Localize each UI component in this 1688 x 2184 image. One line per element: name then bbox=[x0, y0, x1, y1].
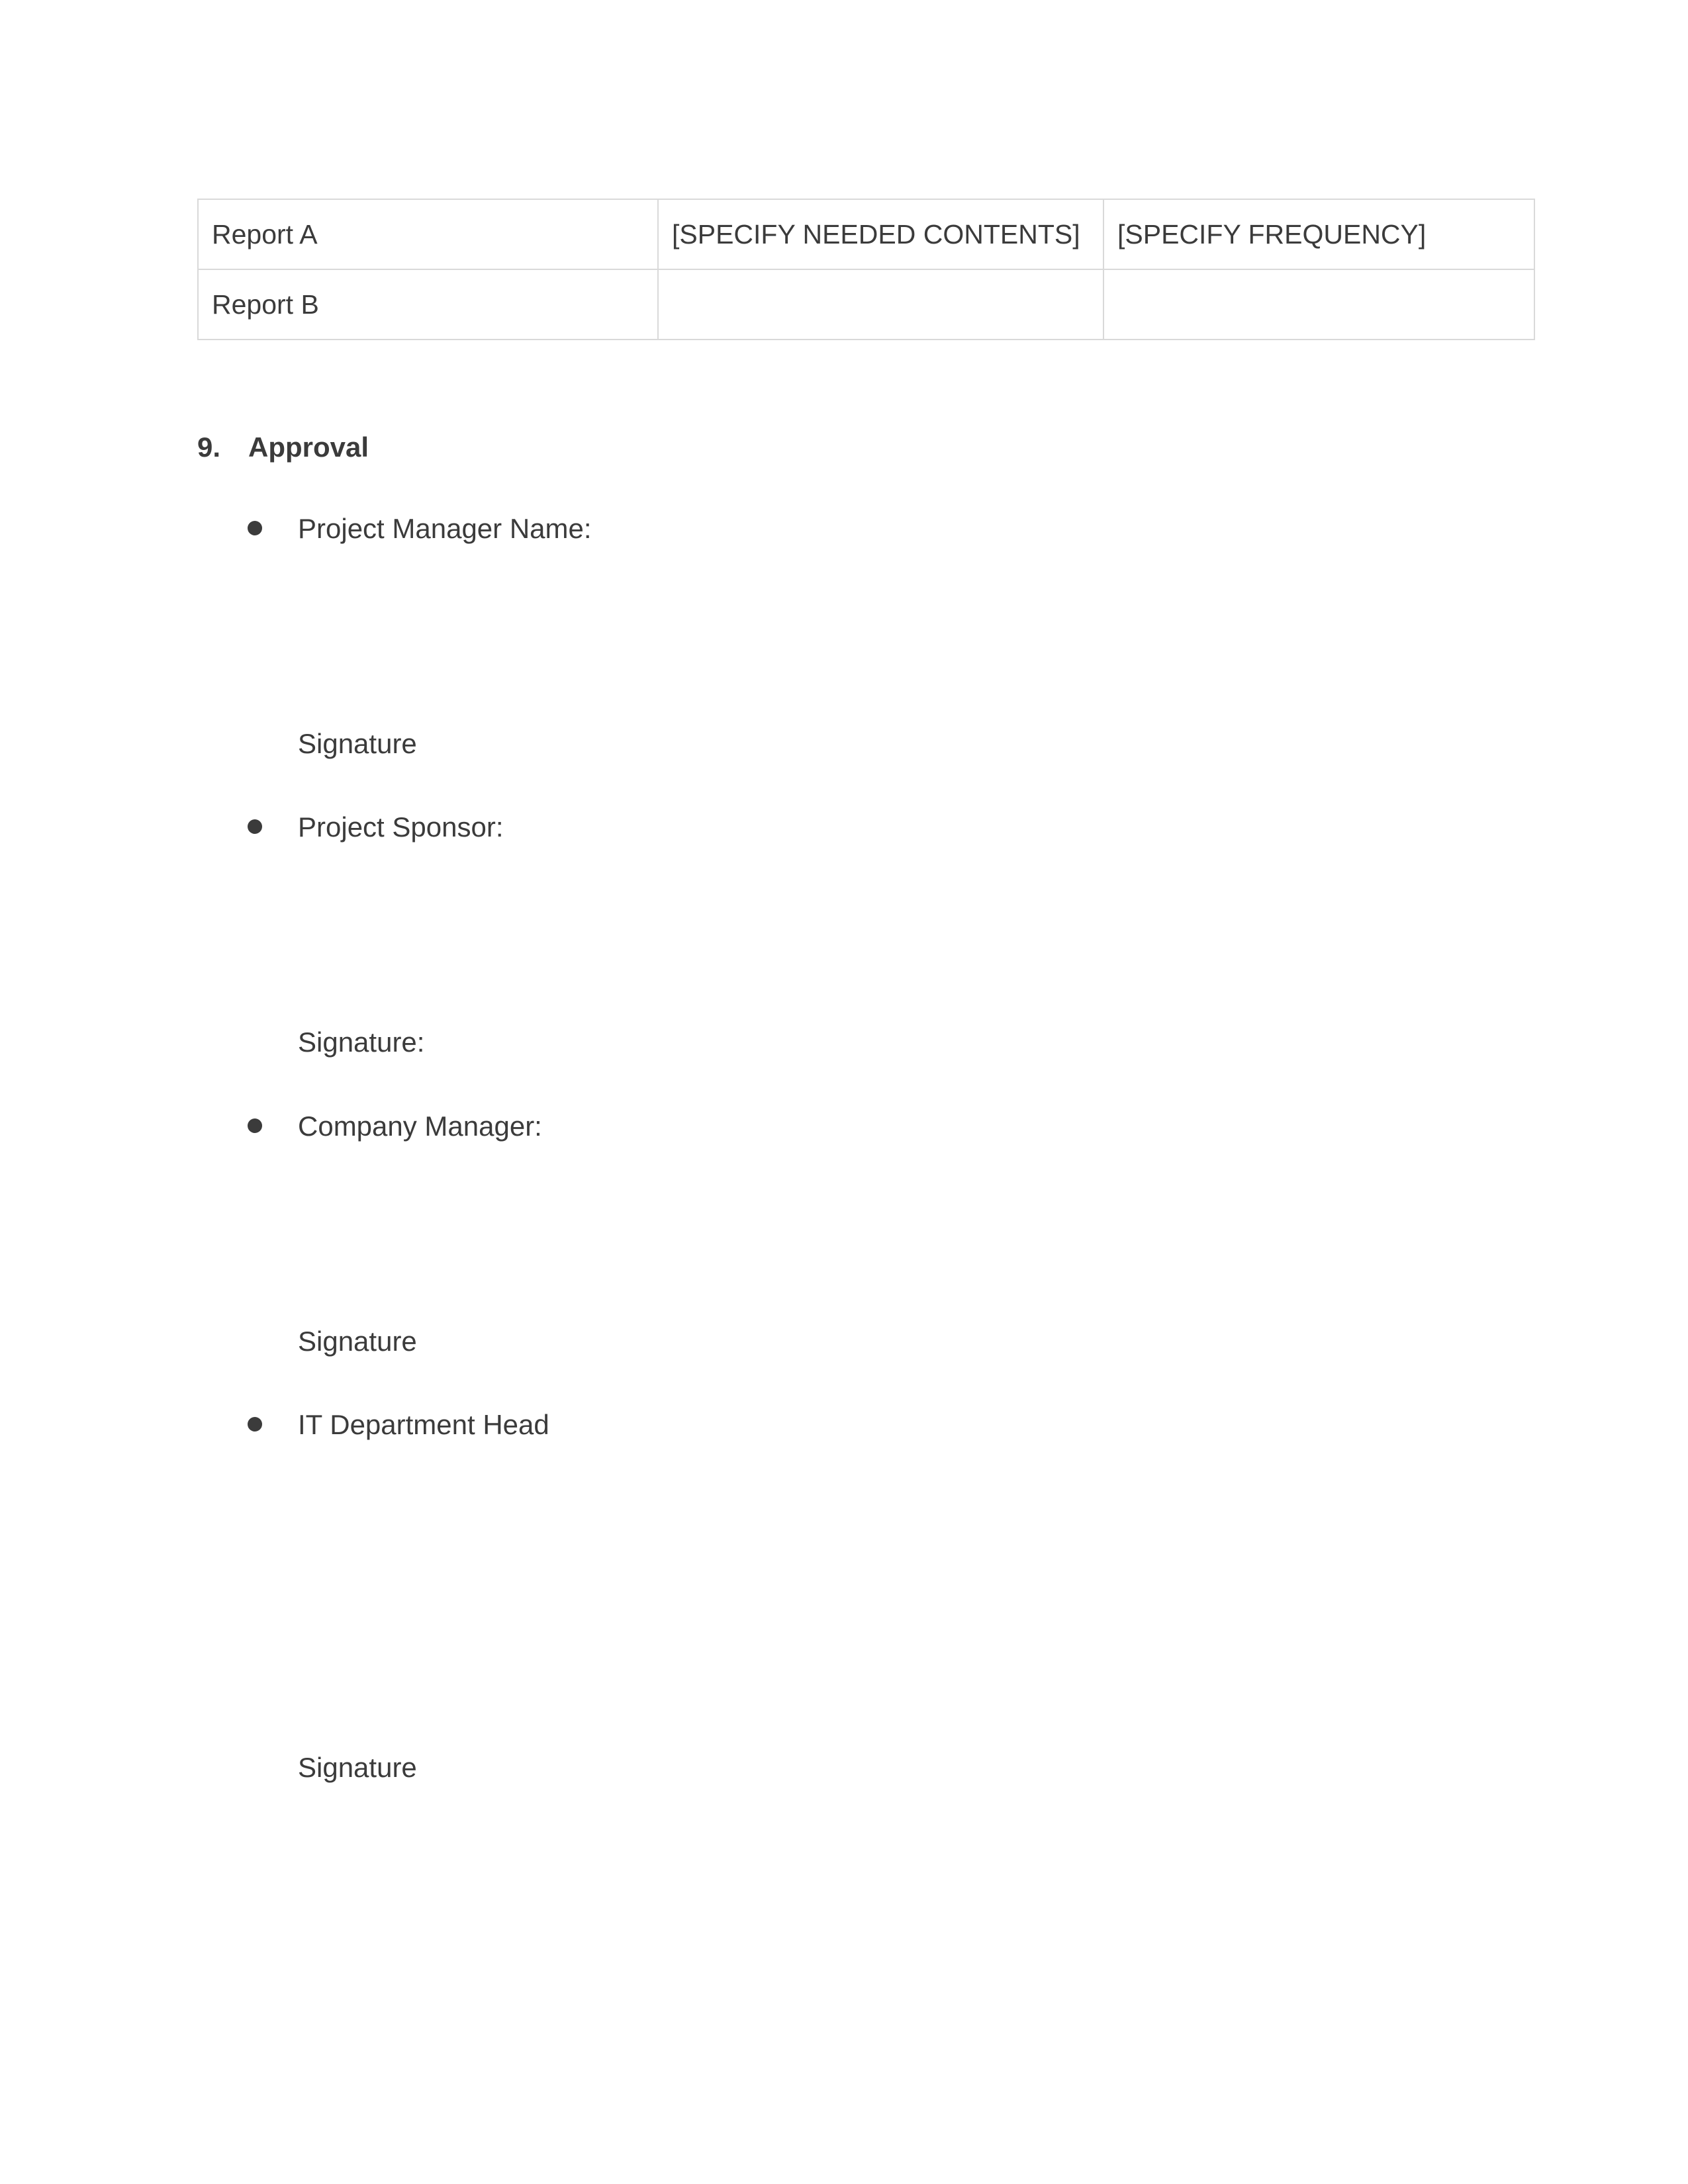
signature-label: Signature bbox=[298, 1752, 417, 1783]
approval-item-label: Project Manager Name: bbox=[298, 513, 592, 544]
bullet-icon bbox=[248, 819, 262, 834]
table-row bbox=[198, 269, 1534, 340]
bullet-icon bbox=[248, 1118, 262, 1133]
report-contents-cell bbox=[658, 269, 1103, 340]
report-frequency-cell: [SPECIFY FREQUENCY] bbox=[1103, 199, 1534, 269]
report-frequency-cell bbox=[1103, 269, 1534, 340]
report-contents-cell: [SPECIFY NEEDED CONTENTS] bbox=[658, 199, 1103, 269]
signature-label: Signature bbox=[298, 1326, 417, 1357]
bullet-icon bbox=[248, 1417, 262, 1432]
approval-item-label: Company Manager: bbox=[298, 1111, 542, 1142]
report-name-cell: Report A bbox=[198, 199, 658, 269]
section-title: Approval bbox=[248, 432, 369, 463]
approval-item-it-department-head bbox=[248, 1406, 549, 1443]
table-row bbox=[198, 199, 1534, 269]
bullet-icon bbox=[248, 521, 262, 535]
signature-label: Signature bbox=[298, 728, 417, 759]
reports-table bbox=[197, 199, 1535, 340]
approval-heading bbox=[197, 429, 369, 466]
approval-item-project-sponsor bbox=[248, 809, 504, 846]
approval-item-label: IT Department Head bbox=[298, 1409, 549, 1440]
section-number: 9. bbox=[197, 432, 221, 463]
signature-label: Signature: bbox=[298, 1026, 425, 1058]
approval-item-label: Project Sponsor: bbox=[298, 811, 504, 842]
report-name-cell: Report B bbox=[198, 269, 658, 340]
approval-item-company-manager bbox=[248, 1108, 542, 1145]
approval-item-project-manager bbox=[248, 510, 592, 547]
